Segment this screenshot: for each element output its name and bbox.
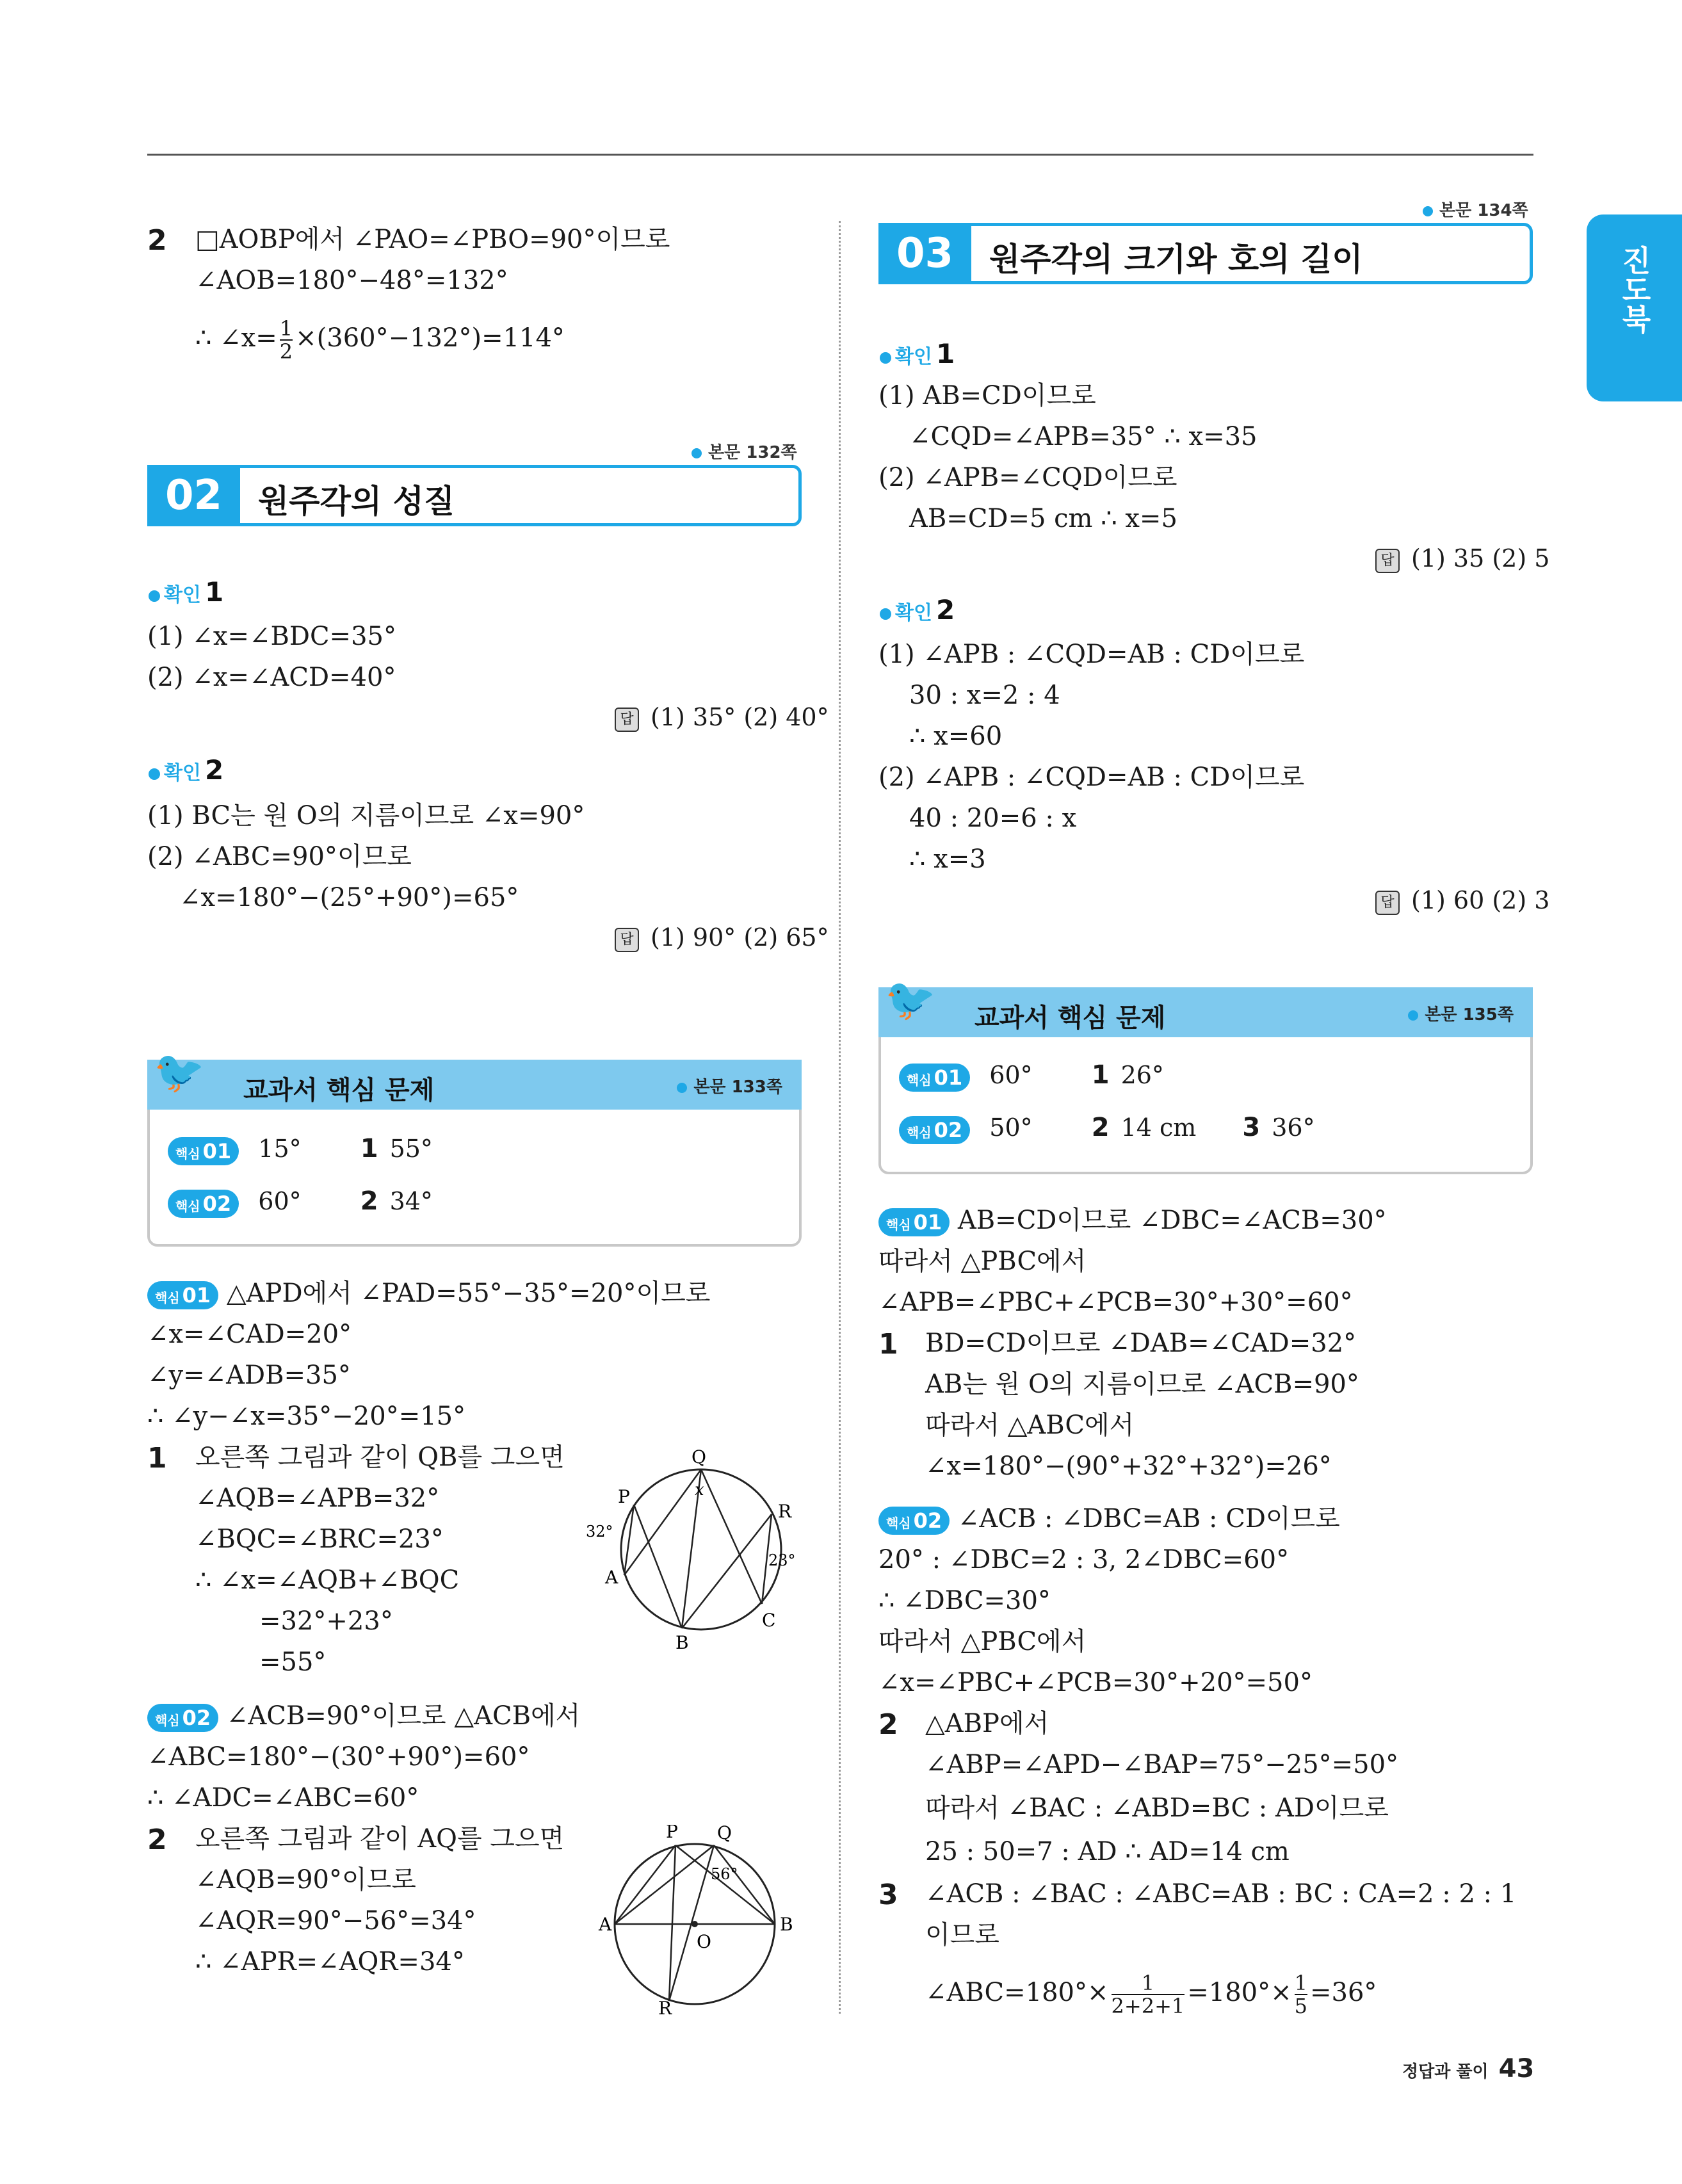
section-number: 03 (878, 223, 971, 284)
core-answer-row (168, 1186, 433, 1218)
solution-line: ∠x=∠CAD=20° (147, 1320, 352, 1349)
answer-tag: 답 (615, 708, 639, 732)
page-footer (1402, 2054, 1534, 2083)
answer-text: (1) 90° (2) 65° (651, 923, 829, 951)
label-Q: Q (691, 1446, 706, 1468)
answer-tag: 답 (1375, 549, 1400, 573)
core-tag-label: 핵심 (175, 1198, 200, 1214)
answer-text: (1) 60 (2) 3 (1411, 886, 1550, 914)
core-answer-row (899, 1113, 1315, 1144)
solution-line: 따라서 △ABC에서 (925, 1411, 1135, 1440)
fraction (1112, 1972, 1185, 2017)
question-number: 1 (1091, 1060, 1110, 1090)
core-problems-box (878, 976, 1533, 1174)
solution-line: ∠AQB=∠APB=32° (195, 1484, 440, 1513)
core-tag-label: 핵심 (155, 1713, 180, 1728)
core-tag (168, 1137, 239, 1165)
answer-tag: 답 (1375, 891, 1400, 915)
solution-line (147, 1699, 580, 1733)
core-tag (899, 1116, 970, 1144)
solution-line: AB는 원 O의 지름이므로 ∠ACB=90° (925, 1370, 1359, 1399)
answer (1375, 544, 1549, 573)
solution-text: =180°× (1187, 1978, 1292, 2007)
core-answer-row (899, 1060, 1164, 1092)
answer-text: (1) 35° (2) 40° (651, 703, 829, 731)
question-number: 2 (147, 1824, 167, 1856)
check-label (149, 576, 223, 608)
page-number: 43 (1498, 2054, 1535, 2083)
label-A: A (599, 1914, 612, 1935)
question-number: 2 (360, 1186, 378, 1216)
core-tag-label: 핵심 (907, 1072, 932, 1088)
section-header-02 (147, 465, 802, 526)
solution-line: (1) ∠x=∠BDC=35° (147, 622, 396, 651)
question-number: 2 (878, 1708, 898, 1741)
solution-line: ∠x=∠PBC+∠PCB=30°+20°=50° (878, 1668, 1313, 1697)
solution-line: ∴ ∠APR=∠AQR=34° (195, 1947, 465, 1977)
check-number: 1 (204, 576, 224, 608)
solution-line: AB=CD=5 cm ∴ x=5 (909, 504, 1177, 533)
core-answer: 34° (389, 1187, 433, 1215)
core-answer: 60° (258, 1187, 302, 1215)
label-R: R (658, 1998, 672, 2017)
bird-icon: 🐦 (885, 976, 936, 1024)
bird-icon: 🐦 (154, 1049, 205, 1096)
core-tag-number: 01 (182, 1283, 211, 1307)
label-O: O (697, 1931, 711, 1952)
solution-line: ∠y=∠ADB=35° (147, 1361, 351, 1390)
page-reference: 본문 134쪽 (1423, 197, 1528, 221)
check-text: 확인 (164, 762, 201, 784)
section-header-03 (878, 223, 1533, 284)
solution-line (878, 1502, 1340, 1535)
solution-line: ∴ x=3 (909, 845, 986, 874)
check-text: 확인 (895, 602, 932, 624)
solution-line: (1) BC는 원 O의 지름이므로 ∠x=90° (147, 801, 585, 830)
core-tag-label: 핵심 (907, 1124, 932, 1140)
label-56: 56° (711, 1865, 738, 1883)
core-tag (147, 1281, 218, 1309)
solution-line: 20° : ∠DBC=2 : 3, 2∠DBC=60° (878, 1545, 1290, 1574)
label-B: B (780, 1914, 793, 1935)
solution-line: ∠APB=∠PBC+∠PCB=30°+30°=60° (878, 1288, 1353, 1317)
solution-line: 따라서 △PBC에서 (878, 1247, 1087, 1276)
core-tag-number: 02 (913, 1509, 942, 1533)
label-x: x (695, 1480, 704, 1500)
core-tag (878, 1208, 950, 1236)
solution-line: 따라서 ∠BAC : ∠ABD=BC : AD이므로 (925, 1793, 1389, 1823)
solution-line: ∠ACB : ∠BAC : ∠ABC=AB : BC : CA=2 : 2 : 1 (925, 1879, 1517, 1909)
check-label (880, 338, 955, 369)
core-box-header (878, 976, 1533, 1037)
answer (1375, 886, 1549, 915)
solution-line: ∠ABP=∠APD−∠BAP=75°−25°=50° (925, 1750, 1399, 1779)
solution-text: ∠ACB=90°이므로 △ACB에서 (226, 1701, 581, 1731)
solution-line: ∴ ∠ADC=∠ABC=60° (147, 1783, 419, 1813)
solution-line: BD=CD이므로 ∠DAB=∠CAD=32° (925, 1329, 1357, 1358)
label-P: P (666, 1825, 678, 1842)
fraction (1295, 1972, 1307, 2017)
core-tag (899, 1064, 970, 1092)
numerator: 1 (279, 316, 293, 341)
question-number: 2 (147, 224, 167, 257)
check-text: 확인 (164, 584, 201, 606)
core-answer-row (168, 1134, 433, 1165)
column-divider (839, 221, 841, 2014)
core-box-title: 교과서 핵심 문제 (974, 1003, 1166, 1033)
check-text: 확인 (895, 346, 932, 368)
solution-line: (1) AB=CD이므로 (878, 381, 1096, 410)
section-title: 원주각의 성질 (258, 483, 455, 520)
core-answer: 55° (389, 1135, 433, 1163)
section-number: 02 (147, 465, 240, 526)
page-reference: 본문 133쪽 (677, 1074, 782, 1097)
solution-line (925, 1972, 1377, 2017)
solution-line: ∠AOB=180°−48°=132° (195, 266, 508, 295)
check-number: 1 (935, 338, 955, 369)
denominator: 5 (1294, 1994, 1307, 2018)
core-answer: 50° (989, 1113, 1033, 1142)
solution-line: 25 : 50=7 : AD ∴ AD=14 cm (925, 1837, 1290, 1866)
solution-line: (2) ∠x=∠ACD=40° (147, 663, 396, 692)
question-number: 1 (147, 1442, 167, 1475)
section-title: 원주각의 크기와 호의 길이 (989, 241, 1363, 278)
solution-line: (1) ∠APB : ∠CQD=AB : CD이므로 (878, 640, 1305, 669)
solution-line: □AOBP에서 ∠PAO=∠PBO=90°이므로 (195, 225, 670, 254)
core-tag-number: 02 (182, 1706, 211, 1730)
side-tab-label: 진도북 (1617, 245, 1652, 334)
solution-line: =32°+23° (259, 1606, 393, 1636)
answer (615, 703, 829, 732)
check-number: 2 (204, 754, 224, 786)
top-rule (147, 154, 1533, 156)
solution-line: =55° (259, 1647, 327, 1677)
core-tag-number: 01 (934, 1065, 963, 1090)
core-box-header (147, 1049, 802, 1110)
question-number: 1 (360, 1134, 378, 1163)
numerator: 1 (1294, 1971, 1307, 1995)
label-32: 32° (586, 1523, 613, 1541)
numerator: 1 (1112, 1972, 1185, 1995)
solution-line: ∠AQR=90°−56°=34° (195, 1906, 476, 1936)
core-tag (168, 1190, 239, 1218)
answer-tag: 답 (615, 928, 639, 952)
solution-text: =36° (1309, 1978, 1377, 2007)
label-P: P (618, 1486, 630, 1507)
solution-line: ∠AQB=90°이므로 (195, 1865, 416, 1895)
solution-line: (2) ∠APB : ∠CQD=AB : CD이므로 (878, 763, 1305, 792)
solution-text: △APD에서 ∠PAD=55°−35°=20°이므로 (226, 1279, 711, 1308)
circle-figure-2 (589, 1825, 807, 2017)
solution-line: ∠BQC=∠BRC=23° (195, 1525, 444, 1554)
answer-text: (1) 35 (2) 5 (1411, 544, 1550, 572)
solution-line: ∴ ∠DBC=30° (878, 1586, 1051, 1615)
solution-line: (2) ∠APB=∠CQD이므로 (878, 463, 1177, 492)
solution-line: ∠x=180°−(90°+32°+32°)=26° (925, 1452, 1332, 1481)
core-tag-number: 01 (202, 1138, 232, 1163)
core-answer: 60° (989, 1061, 1033, 1089)
core-tag (147, 1704, 218, 1732)
solution-line: △ABP에서 (925, 1709, 1049, 1738)
question-number: 3 (878, 1879, 898, 1911)
solution-line: ∠ABC=180°−(30°+90°)=60° (147, 1742, 530, 1772)
question-number: 1 (878, 1328, 898, 1361)
core-tag-label: 핵심 (155, 1290, 180, 1306)
core-box-title: 교과서 핵심 문제 (243, 1076, 435, 1105)
label-C: C (762, 1610, 776, 1631)
core-tag (878, 1507, 950, 1535)
solution-line: 따라서 △PBC에서 (878, 1627, 1087, 1656)
label-B: B (675, 1632, 689, 1649)
solution-line (147, 1277, 710, 1310)
solution-text: ∠ACB : ∠DBC=AB : CD이므로 (957, 1504, 1340, 1533)
side-tab[interactable] (1587, 214, 1682, 401)
circle-figure-1 (576, 1444, 807, 1649)
solution-text: ∠ABC=180°× (925, 1978, 1109, 2007)
solution-line (878, 1204, 1387, 1237)
footer-label: 정답과 풀이 (1402, 2062, 1489, 2082)
fraction (280, 318, 293, 362)
solution-line: ∴ ∠x=∠AQB+∠BQC (195, 1565, 460, 1595)
label-Q: Q (717, 1825, 732, 1843)
solution-line: ∠CQD=∠APB=35° ∴ x=35 (909, 422, 1257, 451)
check-label (149, 754, 223, 786)
solution-text: ∴ ∠x= (195, 323, 277, 353)
solution-line: 오른쪽 그림과 같이 AQ를 그으면 (195, 1824, 565, 1854)
core-answer: 26° (1120, 1061, 1164, 1089)
core-tag-number: 01 (913, 1210, 942, 1234)
question-number: 3 (1242, 1113, 1261, 1142)
solution-line: ∴ ∠y−∠x=35°−20°=15° (147, 1402, 466, 1431)
solution-line: ∠x=180°−(25°+90°)=65° (179, 883, 519, 912)
solution-line: (2) ∠ABC=90°이므로 (147, 842, 412, 871)
core-tag-number: 02 (202, 1191, 232, 1216)
solution-line: 오른쪽 그림과 같이 QB를 그으면 (195, 1443, 565, 1472)
solution-line: ∴ x=60 (909, 722, 1003, 751)
core-tag-label: 핵심 (886, 1516, 911, 1531)
solution-line: 40 : 20=6 : x (909, 804, 1077, 833)
label-R: R (778, 1501, 792, 1522)
core-problems-box (147, 1049, 802, 1247)
check-label (880, 594, 955, 626)
core-answer: 14 cm (1120, 1113, 1197, 1142)
core-tag-label: 핵심 (886, 1217, 911, 1233)
core-tag-label: 핵심 (175, 1145, 200, 1161)
core-answer: 36° (1272, 1113, 1315, 1142)
solution-line: 30 : x=2 : 4 (909, 681, 1060, 710)
denominator: 2 (279, 339, 293, 364)
label-23: 23° (768, 1551, 796, 1569)
page-reference: 본문 135쪽 (1408, 1001, 1514, 1025)
center-point (691, 1921, 698, 1927)
denominator: 2+2+1 (1111, 1994, 1185, 2018)
solution-text: AB=CD이므로 ∠DBC=∠ACB=30° (957, 1206, 1387, 1235)
solution-line (195, 318, 565, 362)
check-number: 2 (935, 594, 955, 626)
core-tag-number: 02 (934, 1117, 963, 1142)
label-A: A (605, 1567, 619, 1588)
solution-text: ×(360°−132°)=114° (295, 323, 565, 353)
question-number: 2 (1091, 1113, 1110, 1142)
page-reference: 본문 132쪽 (691, 439, 797, 463)
answer (615, 923, 829, 952)
core-answer: 15° (258, 1135, 302, 1163)
solution-line: 이므로 (925, 1920, 999, 1950)
